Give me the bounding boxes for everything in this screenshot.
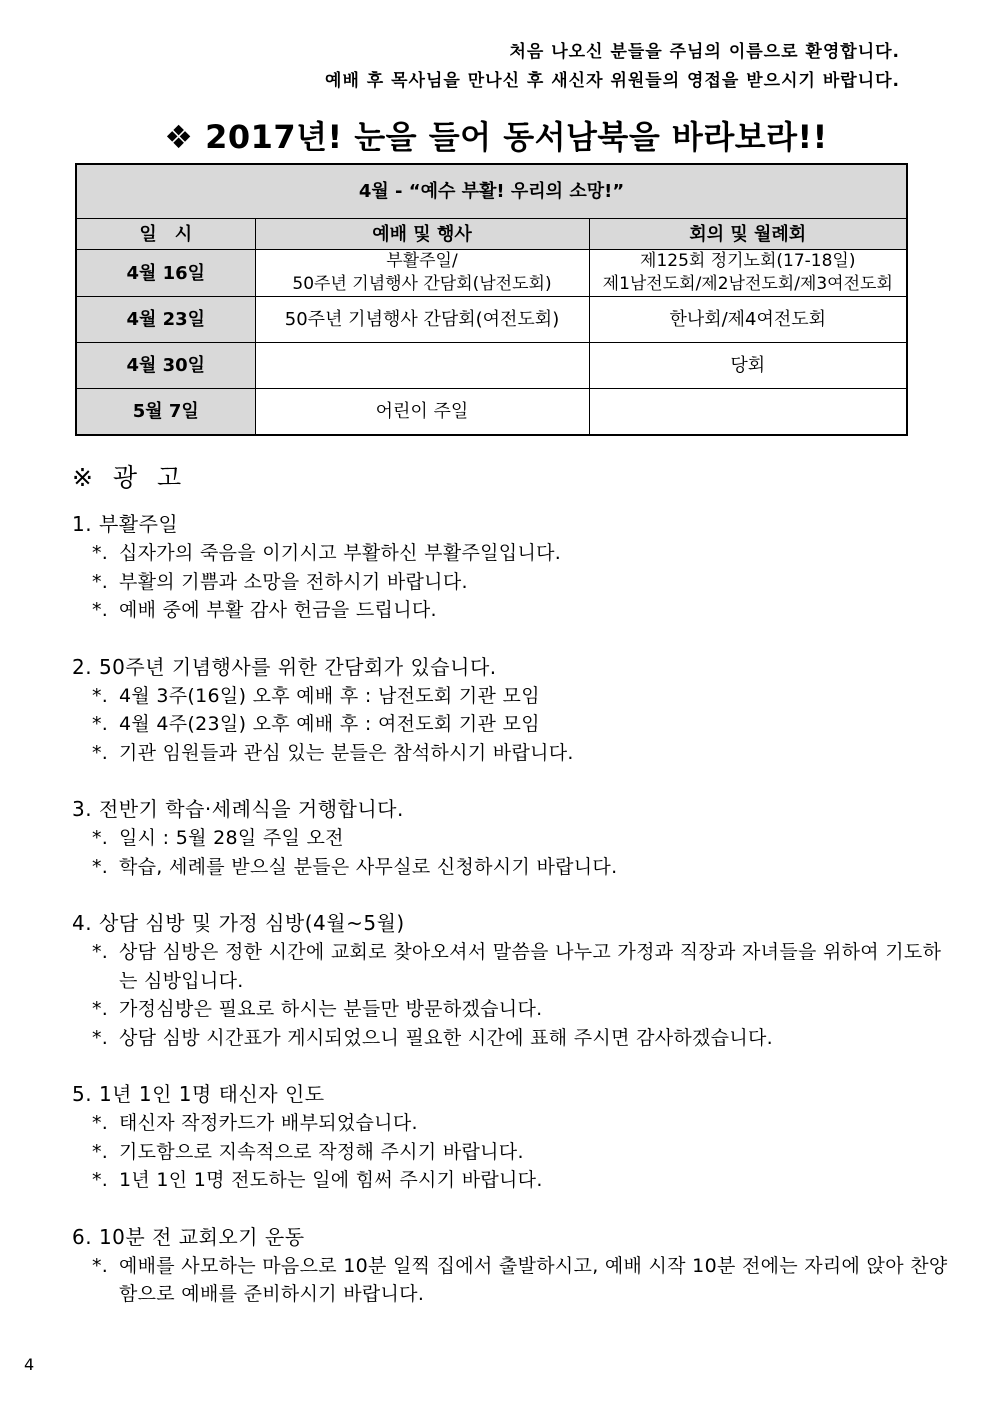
announcement-title: 6. 10분 전 교회오기 운동 [72,1224,305,1249]
announcement-title: 1. 부활주일 [72,512,179,536]
schedule-meetings [589,389,907,436]
schedule-date: 4월 16일 [76,250,255,297]
welcome-line-1: 처음 나오신 분들을 주님의 이름으로 환영합니다. [509,42,900,62]
bullet-text: 기관 임원들과 관심 있는 분들은 참석하시기 바랍니다. [119,741,574,764]
bullet-mark: *. [92,542,109,564]
announcement-bullets [72,1109,952,1195]
schedule-row [76,297,907,343]
schedule-header-row [76,219,907,250]
bullet-mark: *. [92,1112,109,1134]
schedule-events-line: 부활주일/ [386,251,458,271]
schedule-events [255,297,589,343]
schedule-events-line: 50주년 기념행사 간담회(여전도회) [284,309,560,330]
header-events: 예배 및 행사 [255,219,589,250]
bullet-text: 상담 심방은 정한 시간에 교회로 찾아오셔서 말씀을 나누고 가정과 직장과 자녀들을 위하여 기도하는 심방입니다. [119,941,942,992]
announcement-item [72,509,952,625]
bullet-text: 일시 : 5월 28일 주일 오전 [119,827,344,849]
announcement-title: 3. 전반기 학습·세례식을 거행합니다. [72,797,404,821]
announcement-bullet [92,596,952,625]
announcement-bullet [92,539,952,568]
schedule-meetings-line: 당회 [730,355,766,376]
announcement-item [72,1079,952,1195]
bullet-text: 1년 1인 1명 전도하는 일에 힘써 주시기 바랍니다. [119,1169,543,1191]
bullet-text: 4월 3주(16일) 오후 예배 후 : 남전도회 기관 모임 [119,684,540,707]
bullet-mark: *. [92,1026,109,1049]
bullet-text: 학습, 세례를 받으실 분들은 사무실로 신청하시기 바랍니다. [119,855,618,878]
announcement-bullet [92,568,952,597]
schedule-row [76,389,907,436]
bullet-mark: *. [92,855,109,878]
bullet-mark: *. [92,741,109,764]
bullet-text: 기도함으로 지속적으로 작정해 주시기 바랍니다. [119,1140,524,1163]
schedule-meetings-line: 한나회/제4여전도회 [669,309,827,330]
bullet-mark: *. [92,941,109,963]
bullet-mark: *. [92,1254,109,1277]
bullet-text: 4월 4주(23일) 오후 예배 후 : 여전도회 기관 모임 [119,713,540,735]
announcements-list [72,509,952,1336]
schedule-row [76,250,907,297]
bullet-mark: *. [92,827,109,849]
schedule-events-line: 어린이 주일 [375,401,469,422]
schedule-events [255,250,589,297]
bullet-text: 십자가의 죽음을 이기시고 부활하신 부활주일입니다. [119,542,562,564]
announcement-bullet [92,682,952,711]
announcement-title: 2. 50주년 기념행사를 위한 간담회가 있습니다. [72,654,497,679]
announcement-item [72,652,952,768]
announcement-bullet [92,1252,952,1309]
announcement-bullet [92,853,952,882]
bullet-mark: *. [92,684,109,707]
announcement-bullet [92,1138,952,1167]
schedule-row [76,343,907,389]
announcement-bullet [92,995,952,1024]
announcements-heading: ※ 광 고 [72,463,188,492]
schedule-meetings [589,250,907,297]
bullet-text: 예배 중에 부활 감사 헌금을 드립니다. [119,599,437,621]
schedule-month-row [76,164,907,219]
announcement-title: 5. 1년 1인 1명 태신자 인도 [72,1082,325,1106]
schedule-meetings-line: 제125회 정기노회(17-18일) [640,251,856,271]
schedule-month-title: 4월 - “예수 부활! 우리의 소망!” [76,164,907,219]
bullet-mark: *. [92,1169,109,1191]
schedule-events [255,389,589,436]
bullet-mark: *. [92,713,109,735]
bullet-text: 태신자 작정카드가 배부되었습니다. [119,1112,418,1134]
bullet-mark: *. [92,570,109,593]
bullet-mark: *. [92,599,109,621]
announcement-bullets [72,824,952,881]
announcement-item [72,1222,952,1309]
schedule-meetings [589,343,907,389]
schedule-date: 5월 7일 [76,389,255,436]
announcement-bullet [92,739,952,768]
bullet-mark: *. [92,1140,109,1163]
announcement-bullets [72,938,952,1052]
header-meetings: 회의 및 월례회 [589,219,907,250]
schedule-events [255,343,589,389]
announcement-bullet [92,710,952,739]
schedule-date: 4월 23일 [76,297,255,343]
announcement-bullet [92,824,952,853]
page-title: ❖ 2017년! 눈을 들어 동서남북을 바라보라!! [164,118,828,156]
announcement-bullet [92,1024,952,1053]
page-number: 4 [24,1355,35,1374]
announcement-bullets [72,1252,952,1309]
schedule-date: 4월 30일 [76,343,255,389]
header-date: 일 시 [76,219,255,250]
bullet-text: 상담 심방 시간표가 게시되었으니 필요한 시간에 표해 주시면 감사하겠습니다. [119,1026,773,1049]
bullet-text: 가정심방은 필요로 하시는 분들만 방문하겠습니다. [119,998,543,1020]
announcement-bullets [72,539,952,625]
welcome-line-2: 예배 후 목사님을 만나신 후 새신자 위원들의 영접을 받으시기 바랍니다. [325,71,900,91]
welcome-message [325,38,900,96]
announcement-bullet [92,1166,952,1195]
announcement-item [72,794,952,881]
announcement-bullet [92,1109,952,1138]
bullet-text: 예배를 사모하는 마음으로 10분 일찍 집에서 출발하시고, 예배 시작 10분 전에는 자리에 앉아 찬양함으로 예배를 준비하시기 바랍니다. [119,1254,948,1305]
bullet-text: 부활의 기쁨과 소망을 전하시기 바랍니다. [119,570,468,593]
schedule-table [75,163,908,436]
announcement-bullet [92,938,952,995]
announcement-item [72,908,952,1052]
schedule-meetings [589,297,907,343]
schedule-events-line: 50주년 기념행사 간담회(남전도회) [292,274,552,294]
schedule-meetings-line: 제1남전도회/제2남전도회/제3여전도회 [602,274,893,294]
announcement-title: 4. 상담 심방 및 가정 심방(4월~5월) [72,911,405,935]
announcement-bullets [72,682,952,768]
bullet-mark: *. [92,998,109,1020]
